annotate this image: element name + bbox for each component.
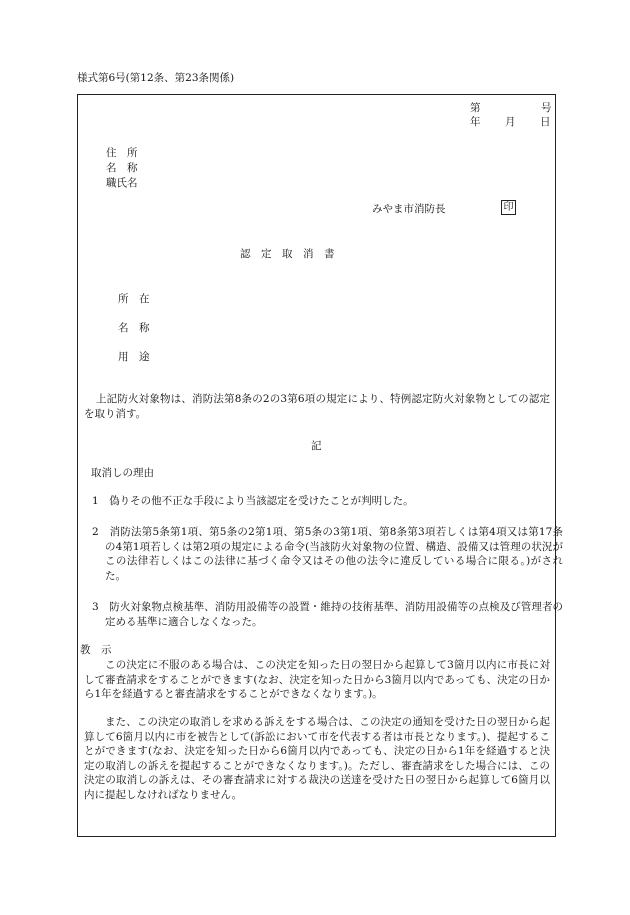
reason-item: 2 消防法第5条第1項、第5条の2第1項、第5条の3第1項、第8条第3項若しくは第4項又は第17条の4第1項若しくは第2項の規定による命令(当該防火対象物の位置、構造、設備又は管理の状況がこの法律若しくはこの法律に基づく命令又はその他の法令に違反している場合に限る。)がされた。 (92, 526, 563, 582)
date-day: 日 (540, 116, 551, 128)
revocation-statement: 上記防火対象物は、消防法第8条の2の3第6項の規定により、特例認定防火対象物としての認定を取り消す。 (84, 393, 550, 420)
number-prefix: 第 (470, 102, 481, 114)
issuer-name: みやま市消防長 (372, 203, 446, 215)
ki-heading: 記 (311, 440, 322, 452)
form-number: 様式第6号(第12条、第23条関係) (77, 72, 235, 84)
reasons-heading: 取消しの理由 (91, 467, 154, 479)
date-month: 月 (505, 116, 516, 128)
seal-stamp-box: 印 (501, 200, 516, 215)
addressee-title-name-label: 職氏名 (106, 177, 138, 189)
notice-paragraph: この決定に不服のある場合は、この決定を知った日の翌日から起算して3箇月以内に市長に対して審査請求をすることができます(なお、決定を知った日から3箇月以内であっても、決定の日から1年を経過すると審査請求をすることができなくなります。)。 (84, 659, 550, 700)
reason-item: 1 偽りその他不正な手段により当該認定を受けたことが判明した。 (92, 495, 414, 507)
addressee-address-label: 住 所 (106, 147, 138, 159)
use-label: 用 途 (118, 351, 150, 363)
reason-item: 3 防火対象物点検基準、消防用設備等の設置・維持の技術基準、消防用設備等の点検及び管理者の定める基準に適合しなくなった。 (92, 601, 563, 628)
notice-heading: 教 示 (80, 644, 112, 656)
addressee-name-label: 名 称 (106, 162, 138, 174)
date-year: 年 (470, 116, 481, 128)
notice-paragraph: また、この決定の取消しを求める訴えをする場合は、この決定の通知を受けた日の翌日から起算して6箇月以内に市を被告として(訴訟において市を代表する者は市長となります。)、提起することができます(なお、決定を知った日から6箇月以内であっても、決定の日から1年を経過すると決定の取消しの訴えを提起することができなくなります。)。ただし、審査請求をした場合には、この決定の取消しの訴えは、その審査請求に対する裁決の送達を受けた日の翌日から起算して6箇月以内に提起しなければなりません。 (84, 716, 550, 801)
location-label: 所 在 (118, 293, 150, 305)
number-suffix: 号 (541, 102, 552, 114)
object-name-label: 名 称 (118, 322, 150, 334)
document-title: 認 定 取 消 書 (240, 248, 335, 260)
